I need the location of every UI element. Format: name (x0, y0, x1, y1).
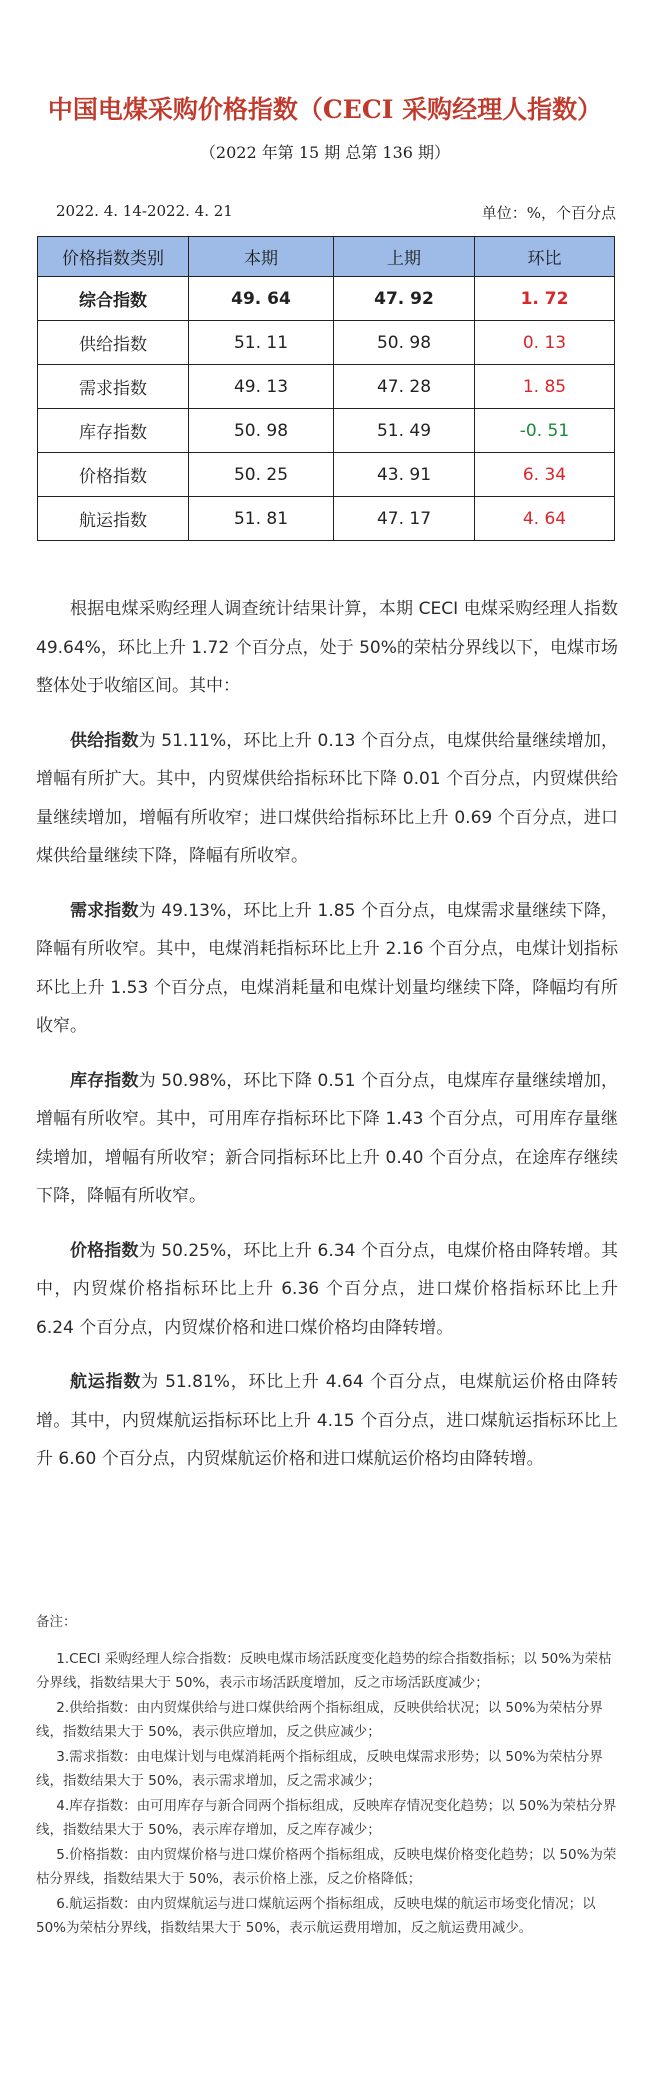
stock-label: 库存指数 (70, 1070, 139, 1091)
stock-paragraph (36, 1062, 618, 1216)
row-category: 航运指数 (38, 497, 189, 541)
price-paragraph (36, 1232, 618, 1348)
index-table (37, 236, 615, 541)
row-previous: 47. 28 (334, 365, 475, 409)
price-text: 为 50.25%，环比上升 6.34 个百分点，电煤价格由降转增。其中，内贸煤价格指标环比上升 6.36 个百分点，进口煤价格指标环比上升 6.24 个百分点，内贸煤价格和进口煤价格均由降转增。 (36, 1240, 618, 1338)
row-previous: 47. 92 (334, 277, 475, 321)
note-item: 3.需求指数：由电煤计划与电煤消耗两个指标组成，反映电煤需求形势；以 50%为荣枯分界线，指数结果大于 50%，表示需求增加，反之需求减少； (36, 1748, 603, 1789)
table-row (38, 409, 615, 453)
ship-label: 航运指数 (70, 1372, 142, 1392)
unit-label: 单位：%，个百分点 (481, 204, 616, 222)
row-category: 综合指数 (38, 277, 189, 321)
row-category: 价格指数 (38, 453, 189, 497)
table-row (38, 321, 615, 365)
row-category: 需求指数 (38, 365, 189, 409)
page-title: 中国电煤采购价格指数（CECI 采购经理人指数） (47, 95, 603, 124)
table-row (38, 453, 615, 497)
row-previous: 51. 49 (334, 409, 475, 453)
row-change: 0. 13 (475, 321, 615, 365)
row-current: 51. 81 (189, 497, 334, 541)
note-item: 4.库存指数：由可用库存与新合同两个指标组成，反映库存情况变化趋势；以 50%为荣枯分界线，指数结果大于 50%，表示库存增加，反之库存减少； (36, 1797, 617, 1838)
note-item: 6.航运指数：由内贸煤航运与进口煤航运两个指标组成，反映电煤的航运市场变化情况；以 50%为荣枯分界线，指数结果大于 50%，表示航运费用增加，反之航运费用减少。 (36, 1895, 596, 1936)
header-category: 价格指数类别 (38, 237, 189, 277)
notes-section (36, 1610, 620, 1941)
demand-label: 需求指数 (70, 900, 139, 921)
row-change: 4. 64 (475, 497, 615, 541)
report-body (36, 590, 618, 1495)
row-change: 1. 72 (475, 277, 615, 321)
table-row (38, 497, 615, 541)
table-row (38, 277, 615, 321)
stock-text: 为 50.98%，环比下降 0.51 个百分点，电煤库存量继续增加，增幅有所收窄。其中，可用库存指标环比下降 1.43 个百分点，可用库存量继续增加，增幅有所收窄；新合同指标环比上升 0.40 个百分点，在途库存继续下降，降幅有所收窄。 (36, 1070, 618, 1206)
price-label: 价格指数 (70, 1240, 139, 1261)
header-change: 环比 (475, 237, 615, 277)
row-current: 50. 25 (189, 453, 334, 497)
row-current: 49. 13 (189, 365, 334, 409)
supply-text: 为 51.11%，环比上升 0.13 个百分点，电煤供给量继续增加，增幅有所扩大。其中，内贸煤供给指标环比下降 0.01 个百分点，内贸煤供给量继续增加，增幅有所收窄；进口煤供给指标环比上升 0.69 个百分点，进口煤供给量继续下降，降幅有所收窄。 (36, 730, 618, 866)
ship-text: 为 51.81%，环比上升 4.64 个百分点，电煤航运价格由降转增。其中，内贸煤航运指标环比上升 4.15 个百分点，进口煤航运指标环比上升 6.60 个百分点，内贸煤航运价格和进口煤航运价格均由降转增。 (36, 1372, 619, 1469)
ship-paragraph (36, 1363, 618, 1479)
row-current: 51. 11 (189, 321, 334, 365)
demand-text: 为 49.13%，环比上升 1.85 个百分点，电煤需求量继续下降，降幅有所收窄。其中，电煤消耗指标环比上升 2.16 个百分点，电煤计划指标环比上升 1.53 个百分点，电煤消耗量和电煤计划量均继续下降，降幅均有所收窄。 (36, 900, 618, 1036)
note-item: 1.CECI 采购经理人综合指数：反映电煤市场活跃度变化趋势的综合指数指标；以 50%为荣枯分界线，指数结果大于 50%，表示市场活跃度增加，反之市场活跃度减少； (36, 1650, 612, 1691)
notes-heading: 备注： (36, 1614, 77, 1630)
row-category: 供给指数 (38, 321, 189, 365)
row-current: 49. 64 (189, 277, 334, 321)
row-change: 1. 85 (475, 365, 615, 409)
note-item: 2.供给指数：由内贸煤供给与进口煤供给两个指标组成，反映供给状况；以 50%为荣枯分界线，指数结果大于 50%，表示供应增加，反之供应减少； (36, 1699, 603, 1740)
row-previous: 50. 98 (334, 321, 475, 365)
header-previous: 上期 (334, 237, 475, 277)
intro-paragraph: 根据电煤采购经理人调查统计结果计算，本期 CECI 电煤采购经理人指数 49.64%，环比上升 1.72 个百分点，处于 50%的荣枯分界线以下，电煤市场整体处于收缩区间。其中： (36, 599, 618, 696)
row-change: 6. 34 (475, 453, 615, 497)
row-current: 50. 98 (189, 409, 334, 453)
row-category: 库存指数 (38, 409, 189, 453)
issue-subtitle: （2022 年第 15 期 总第 136 期） (199, 143, 451, 162)
row-previous: 47. 17 (334, 497, 475, 541)
note-item: 5.价格指数：由内贸煤价格与进口煤价格两个指标组成，反映电煤价格变化趋势；以 50%为荣枯分界线，指数结果大于 50%，表示价格上涨，反之价格降低； (36, 1846, 617, 1887)
table-row (38, 365, 615, 409)
header-current: 本期 (189, 237, 334, 277)
supply-paragraph (36, 722, 618, 876)
demand-paragraph (36, 892, 618, 1046)
supply-label: 供给指数 (70, 730, 139, 751)
row-previous: 43. 91 (334, 453, 475, 497)
date-range: 2022. 4. 14-2022. 4. 21 (56, 202, 233, 220)
table-header-row (38, 237, 615, 277)
row-change: -0. 51 (475, 409, 615, 453)
